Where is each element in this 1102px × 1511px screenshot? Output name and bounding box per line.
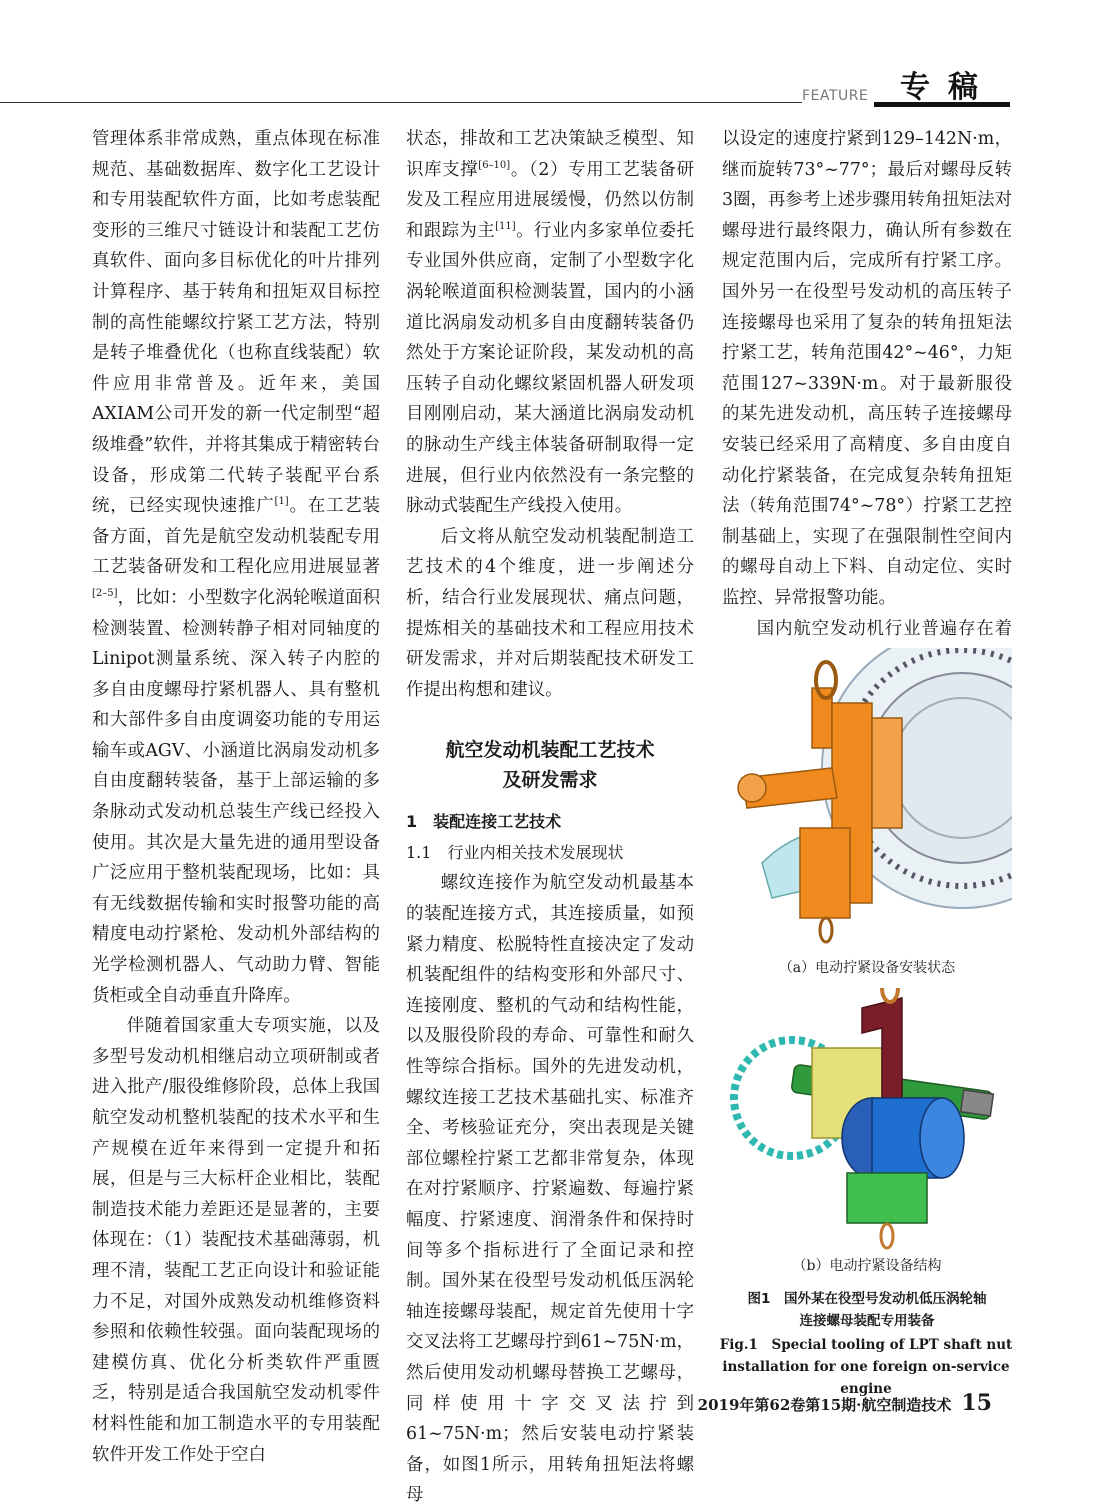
citation: [1] — [274, 496, 289, 508]
subsubsection-heading: 1.1 行业内相关技术发展现状 — [406, 842, 624, 862]
tightening-equipment-installed-image — [722, 648, 1012, 950]
paragraph: 伴随着国家重大专项实施，以及多型号发动机相继启动立项研制或者进入批产/服役维修阶段，总体上我国航空发动机整机装配的技术水平和生产规模在近年来得到一定提升和拓展，但是与三大标杆企业相比，装配制造技术能力差距还是显著的，主要体现在：（1）装配技术基础薄弱，机理不清，装配工艺正向设计和验证能力不足，对国外成熟发动机维修资料参照和依赖性较强。面向装配现场的建模仿真、优化分析类软件严重匮乏，特别是适合我国航空发动机零件材料性能和加工制造水平的专用装配软件开发工作处于空白 — [92, 1016, 380, 1465]
tightening-equipment-structure-image — [722, 988, 1012, 1250]
paragraph: 后文将从航空发动机装配制造工艺技术的4个维度，进一步阐述分析，结合行业发展现状、痛点问题，提炼相关的基础技术和工程应用技术研发需求，并对后期装配技术研发工作提出构想和建议。 — [406, 526, 694, 700]
figure-b-caption: （b）电动拧紧设备结构 — [792, 1258, 942, 1274]
subsection-heading: 1 装配连接工艺技术 — [406, 812, 562, 832]
section-title: 专稿 — [900, 70, 996, 105]
paragraph: 国内航空发动机行业普遍存在着 — [756, 618, 1012, 639]
paragraph: 以设定的速度拧紧到129–142N·m，继而旋转73°~77°；最后对螺母反转3圈，再参考上述步骤用转角扭矩法对螺母进行最终限力，确认所有参数在规定范围内后，完成所有拧紧工序。国外另一在役型号发动机的高压转子连接螺母也采用了复杂的转角扭矩法拧紧工艺，转角范围42°~46°，力矩范围127~339N·m。对于最新服役的某先进发动机，高压转子连接螺母安装已经采用了高精度、多自由度自动化拧紧装备，在完成复杂转角扭矩法（转角范围74°~78°）拧紧工艺控制基础上，实现了在强限制性空间内的螺母自动上下料、自动定位、实时监控、异常报警功能。 — [722, 129, 1012, 608]
citation: [6–10] — [478, 159, 511, 171]
citation: [2–5] — [92, 588, 118, 600]
text-column-1 — [92, 124, 380, 1470]
journal-info: 2019年第62卷第15期·航空制造技术 — [697, 1396, 952, 1414]
text-column-2 — [406, 124, 694, 1511]
paragraph: 管理体系非常成熟，重点体现在标准规范、基础数据库、数字化工艺设计和专用装配软件方面，比如考虑装配变形的三维尺寸链设计和装配工艺仿真软件、面向多目标优化的叶片排列计算程序、基于转角和扭矩双目标控制的高性能螺纹拧紧工艺方法，特别是转子堆叠优化（也称直线装配）软件应用非常普及。近年来，美国AXIAM公司开发的新一代定制型“超级堆叠”软件，并将其集成于精密转台设备，形成第二代转子装配平台系统，已经实现快速推广[1]。在工艺装备方面，首先是航空发动机装配专用工艺装备研发和工程化应用进展显著[2–5]，比如：小型数字化涡轮喉道面积检测装置、检测转静子相对同轴度的Linipot测量系统、深入转子内腔的多自由度螺母拧紧机器人、具有整机和大部件多自由度调姿功能的专用运输车或AGV、小涵道比涡扇发动机多自由度翻转装备，基于上部运输的多条脉动式发动机总装生产线已经投入使用。其次是大量先进的通用型设备广泛应用于整机装配现场，比如：具有无线数据传输和实时报警功能的高精度电动拧紧枪、发动机外部结构的光学检测机器人、气动助力臂、智能货柜或全自动垂直升降库。 — [92, 129, 380, 1006]
paragraph: 螺纹连接作为航空发动机最基本的装配连接方式，其连接质量，如预紧力精度、松脱特性直接决定了发动机装配组件的结构变形和外部尺寸、连接刚度、整机的气动和结构性能，以及服役阶段的寿命、可靠性和耐久性等综合指标。国外的先进发动机，螺纹连接工艺技术基础扎实、标准齐全、考核验证充分，突出表现是关键部位螺栓拧紧工艺都非常复杂，体现在对拧紧顺序、拧紧遍数、每遍拧紧幅度、拧紧速度、润滑条件和保持时间等多个指标进行了全面记录和控制。国外某在役型号发动机低压涡轮轴连接螺母装配，规定首先使用十字交叉法将工艺螺母拧到61~75N·m，然后使用发动机螺母替换工艺螺母，同样使用十字交叉法拧到61~75N·m；然后安装电动拧紧装备，如图1所示，用转角扭矩法将螺母 — [406, 873, 694, 1506]
text-column-3 — [722, 124, 1012, 675]
paragraph: 状态，排故和工艺决策缺乏模型、知识库支撑[6–10]。（2）专用工艺装备研发及工程应用进展缓慢，仍然以仿制和跟踪为主[11]。行业内多家单位委托专业国外供应商，定制了小型数字化涡轮喉道面积检测装置，国内的小涵道比涡扇发动机多自由度翻转装备仍然处于方案论证阶段，某发动机的高压转子自动化螺纹紧固机器人研发项目刚刚启动，某大涵道比涡扇发动机的脉动生产线主体装备研制取得一定进展，但行业内依然没有一条完整的脉动式装配生产线投入使用。 — [406, 129, 694, 517]
citation: [11] — [495, 220, 516, 232]
figure-title-en: Fig.1 Special tooling of LPT shaft nut installation for one foreign on-service engine — [719, 1337, 1013, 1397]
figure-a-illustration — [722, 648, 1012, 950]
figure-b-illustration — [722, 988, 1012, 1250]
page-footer — [698, 1390, 992, 1416]
figure-a-caption: （a）电动拧紧设备安装状态 — [778, 960, 956, 976]
page-number: 15 — [961, 1390, 992, 1416]
section-label: FEATURE — [802, 88, 874, 104]
section-heading: 航空发动机装配工艺技术 及研发需求 — [445, 739, 655, 792]
figure-title-cn: 图1 国外某在役型号发动机低压涡轮轴 连接螺母装配专用装备 — [747, 1291, 987, 1329]
